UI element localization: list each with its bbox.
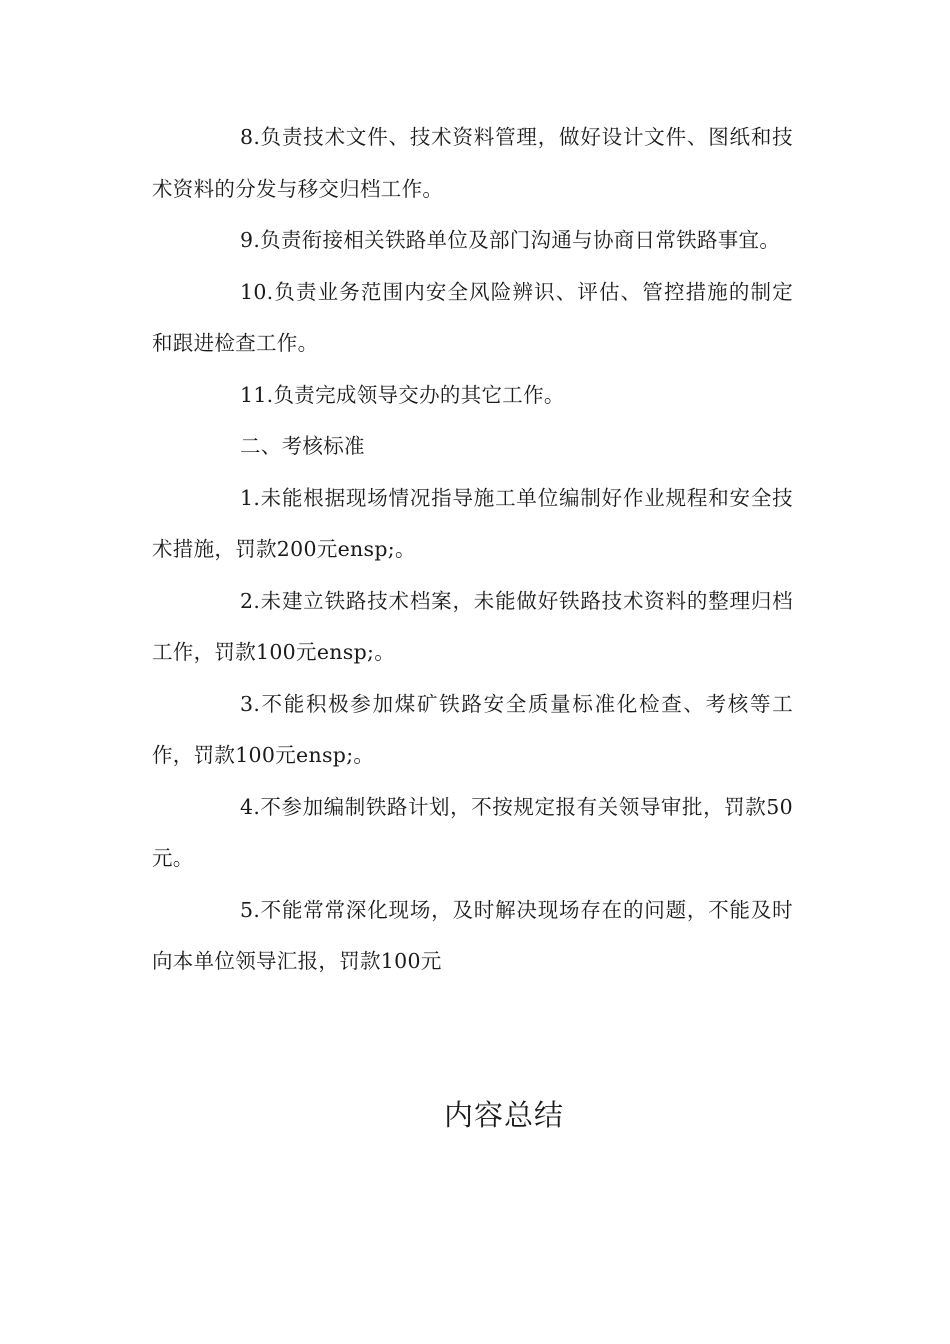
paragraph-standard-5: 5.不能常常深化现场，及时解决现场存在的问题，不能及时向本单位领导汇报，罚款100元 [152,897,793,973]
paragraph-standard-3: 3.不能积极参加煤矿铁路安全质量标准化检查、考核等工作，罚款100元ensp;。 [152,691,793,767]
paragraph-standard-2: 2.未建立铁路技术档案，未能做好铁路技术资料的整理归档工作，罚款100元ensp;。 [152,588,793,664]
paragraph-standard-1: 1.未能根据现场情况指导施工单位编制好作业规程和安全技术措施，罚款200元ensp;。 [152,485,793,561]
section-heading-assessment: 二、考核标准 [240,434,365,458]
summary-title: 内容总结 [443,1098,564,1132]
paragraph-duty-9: 9.负责衔接相关铁路单位及部门沟通与协商日常铁路事宜。 [240,228,781,252]
paragraph-standard-4: 4.不参加编制铁路计划，不按规定报有关领导审批，罚款50元。 [152,794,793,870]
paragraph-duty-8: 8.负责技术文件、技术资料管理，做好设计文件、图纸和技术资料的分发与移交归档工作。 [152,125,793,201]
document-body [152,112,793,988]
paragraph-duty-11: 11.负责完成领导交办的其它工作。 [240,382,565,407]
paragraph-duty-10: 10.负责业务范围内安全风险辨识、评估、管控措施的制定和跟进检查工作。 [152,279,793,355]
